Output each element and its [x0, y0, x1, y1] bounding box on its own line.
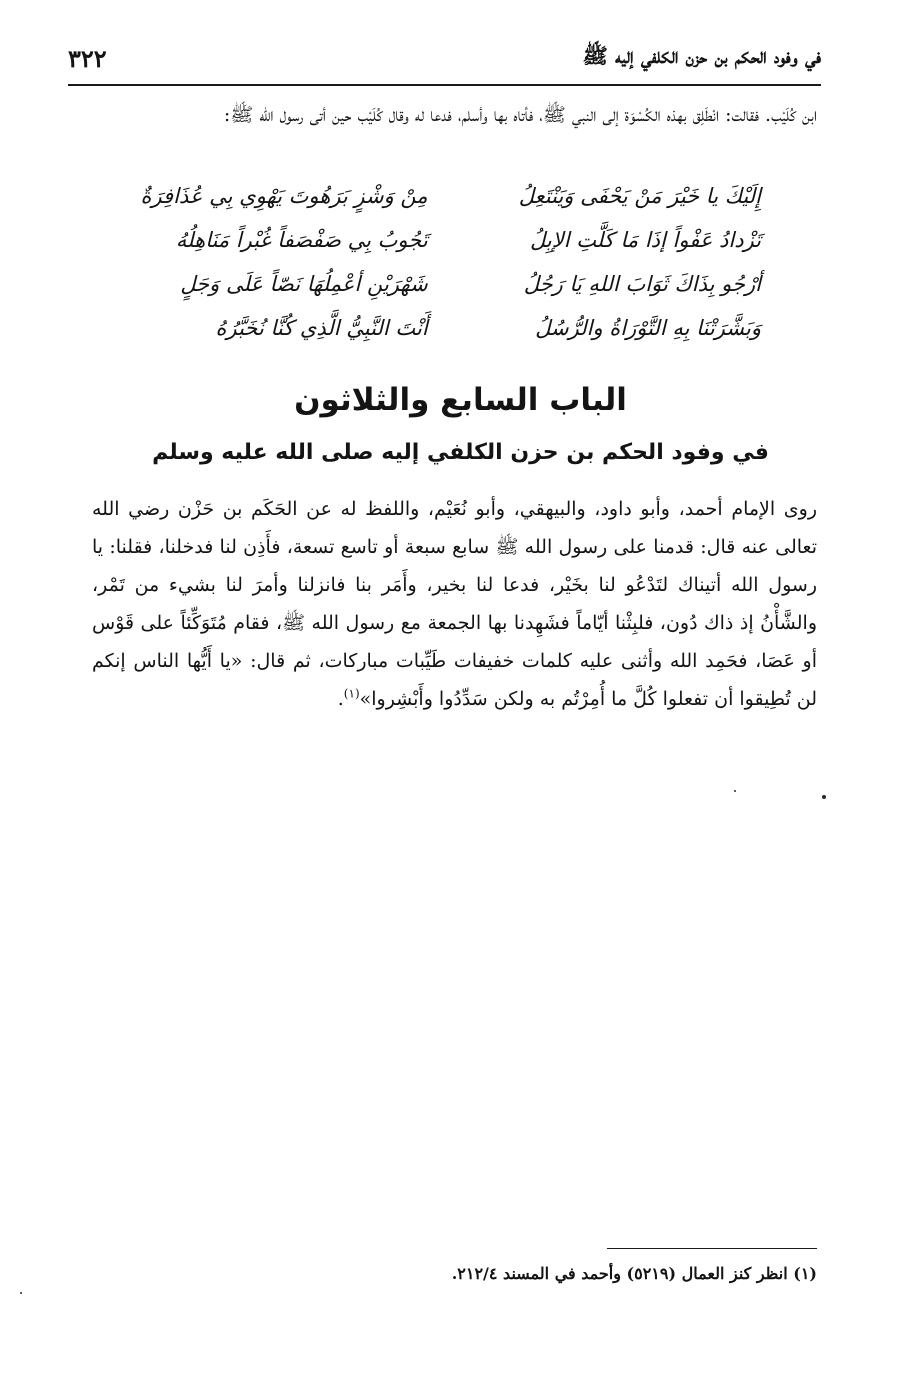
- poem-line: [120, 262, 761, 306]
- chapter-title: الباب السابع والثلاثون: [294, 382, 627, 418]
- header-rule: [68, 84, 821, 86]
- body-text-content: روى الإمام أحمد، وأبو داود، والبيهقي، وأبو نُعَيْم، واللفظ له عن الحَكَم بن حَزْن رضي الله تعالى عنه قال: قدمنا على رسول الله ﷺ سابع سبعة أو تاسع تسعة، فأَذِن لنا فدخلنا، فقلنا: يا رسول الله أتيناك لتَدْعُو لنا بخَيْر، فدعا لنا بخير، وأَمَر بنا فانزلنا وأمرَ لنا بشيء من تَمْر، والشَّأْنُ إذ ذاك دُون، فلبِثْنا أيّاماً فشَهِدنا بها الجمعة مع رسول الله ﷺ، فقام مُتَوَكِّئاً على قَوْس أو عَصَا، فحَمِد الله وأثنى عليه كلمات خفيفات طَيِّبات مباركات، ثم قال: «يا أَيُّها الناس إنكم لن تُطِيقوا أن تفعلوا كُلَّ ما أُمِرْتُم به ولكن سَدِّدُوا وأَبْشِروا»: [92, 498, 817, 710]
- footnote-rule: [607, 1248, 817, 1249]
- scan-speck: [822, 795, 826, 799]
- scan-speck: [20, 1292, 22, 1294]
- intro-text: ابن كُلَيْب. فقالت: انْطَلِق بهذه الكُسْوَة إلى النبي ﷺ، فأتاه بها وأسلم، فدعا له وقال كُلَيْب حين أتى رسول الله ﷺ:: [223, 104, 817, 126]
- poem-line: [120, 218, 761, 262]
- poem-hemistich: تَزْدادُ عَفْواً إذَا مَا كَلَّتِ الإبِلُ: [530, 228, 761, 252]
- poem-hemistich: إِلَيْكَ يا خَيْرَ مَنْ يَحْفَى وَيَنْتَعِلُ: [518, 184, 761, 208]
- intro-paragraph: [92, 96, 817, 134]
- body-text: [92, 490, 817, 718]
- page-number: ٣٢٢: [68, 43, 107, 73]
- chapter-subtitle: في وفود الحكم بن حزن الكلفي إليه صلى الله عليه وسلم: [152, 440, 769, 465]
- scan-speck: [734, 790, 736, 792]
- poem-hemistich: أَنْتَ النَّبِيُّ الَّذِي كُنَّا نُخَبَّرُهُ: [215, 316, 428, 340]
- poem-hemistich: شَهْرَيْنِ أعْمِلُهَا نَصّاً عَلَى وَجَلٍ: [180, 272, 428, 296]
- footnote-reference: (١): [343, 686, 360, 701]
- poem-hemistich: أرْجُو بِذَاكَ ثَوَابَ اللهِ يَا رَجُلُ: [523, 272, 761, 296]
- poem-hemistich: تَجُوبُ بِي صَفْصَفاً غُبْراً مَنَاهِلُهُ: [175, 228, 428, 252]
- poem-line: [120, 306, 761, 350]
- body-text-end: .: [337, 688, 344, 710]
- poem-line: [120, 174, 761, 218]
- running-title: في وفود الحكم بن حزن الكلفي إليه ﷺ: [582, 42, 821, 68]
- poem-hemistich: وَبَشَّرَتْنَا بِهِ التَّوْرَاةُ والرُّسُلُ: [535, 316, 761, 340]
- body-paragraph: [92, 490, 817, 718]
- poem: [120, 174, 761, 350]
- footnote: (١) انظر كنز العمال (٥٢١٩) وأحمد في المسند ٢١٢/٤.: [451, 1264, 817, 1283]
- running-header: [68, 38, 821, 78]
- poem-hemistich: مِنْ وَشْزٍ بَرَهُوتَ يَهْوِي بِي عُذَافِرَةٌ: [140, 184, 428, 208]
